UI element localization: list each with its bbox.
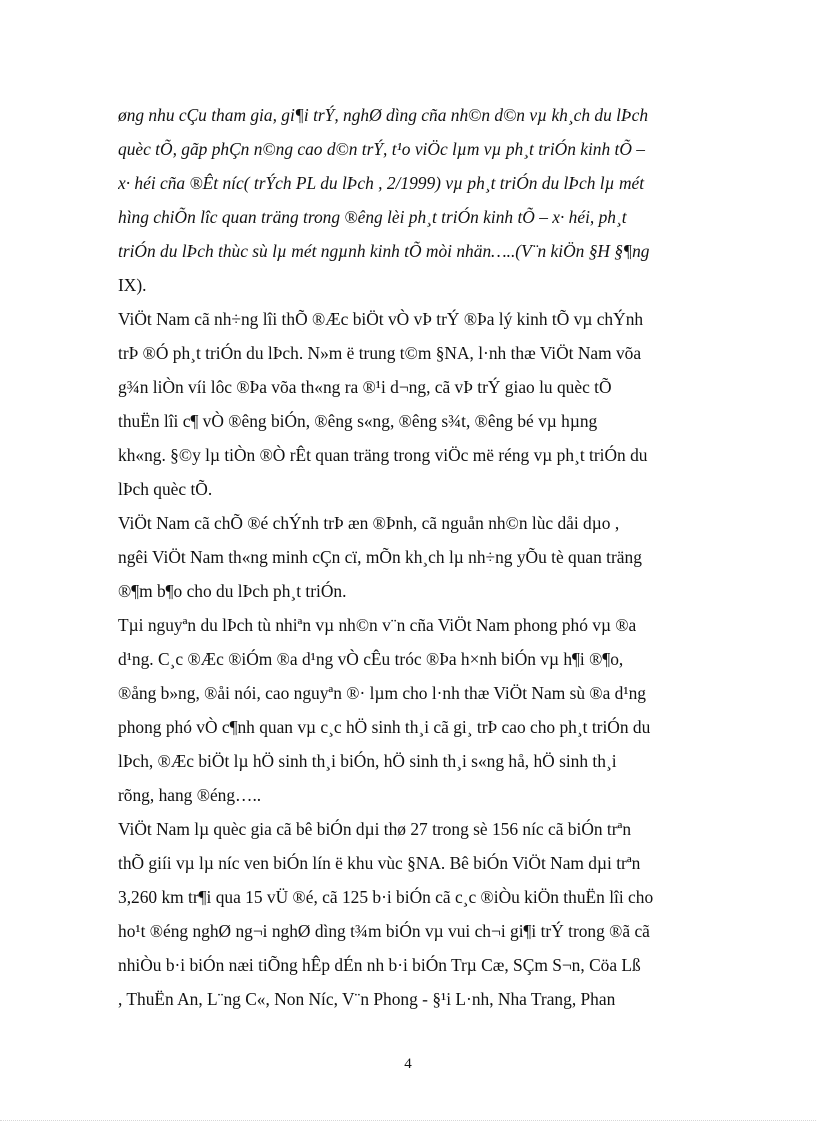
body-text	[118, 98, 698, 1016]
text-line: lÞch, ®Æc biÖt lµ hÖ sinh th¸i biÓn, hÖ sinh th¸i s«ng hå, hÖ sinh th¸i	[118, 751, 617, 771]
text-line: thuËn lîi c¶ vÒ ®êng biÓn, ®êng s«ng, ®êng s¾t, ®êng bé vµ hµng	[118, 411, 598, 431]
text-line: Tµi nguyªn du lÞch tù nhiªn vµ nh©n v¨n cña ViÖt Nam phong phó vµ ®a	[118, 615, 637, 635]
text-line: x· héi cña ®Êt níc( trÝch PL du lÞch , 2/1999) vµ ph¸t triÓn du lÞch lµ mét	[118, 173, 645, 193]
text-line: ho¹t ®éng nghØ ng¬i nghØ dìng t¾m biÓn vµ vui ch¬i gi¶i trÝ trong ®ã cã	[118, 921, 650, 941]
text-line: phong phó vÒ c¶nh quan vµ c¸c hÖ sinh th¸i cã gi¸ trÞ cao cho ph¸t triÓn du	[118, 717, 651, 737]
text-line: kh«ng. §©y lµ tiÒn ®Ò rÊt quan träng trong viÖc më réng vµ ph¸t triÓn du	[118, 445, 648, 465]
text-line: triÓn du lÞch thùc sù lµ mét ngµnh kinh tÕ mòi nhän…..(V¨n kiÖn §H §¶ng	[118, 241, 650, 261]
text-line: 3,260 km tr¶i qua 15 vÜ ®é, cã 125 b·i biÓn cã c¸c ®iÒu kiÖn thuËn lîi cho	[118, 887, 654, 907]
text-line: rõng, hang ®éng…..	[118, 785, 262, 805]
text-line: trÞ ®Ó ph¸t triÓn du lÞch. N»m ë trung t©m §NA, l·nh thæ ViÖt Nam võa	[118, 343, 642, 363]
text-line: ®¶m b¶o cho du lÞch ph¸t triÓn.	[118, 581, 347, 601]
page-number: 4	[404, 1056, 412, 1072]
text-line: ®ång b»ng, ®åi nói, cao nguyªn ®· lµm cho l·nh thæ ViÖt Nam sù ®a d¹ng	[118, 683, 646, 703]
text-line: , ThuËn An, L¨ng C«, Non Níc, V¨n Phong - §¹i L·nh, Nha Trang, Phan	[118, 989, 616, 1009]
text-line: nhiÒu b·i biÓn næi tiÕng hÊp dÉn nh b·i biÓn Trµ Cæ, SÇm S¬n, Cöa Lß	[118, 955, 641, 975]
text-line: ngêi ViÖt Nam th«ng minh cÇn cï, mÕn kh¸ch lµ nh÷ng yÕu tè quan träng	[118, 547, 642, 567]
text-line: hìng chiÕn lîc quan träng trong ®êng lèi ph¸t triÓn kinh tÕ – x· héi, ph¸t	[118, 207, 627, 227]
text-line: lÞch quèc tÕ.	[118, 479, 213, 499]
text-line: IX).	[118, 275, 147, 295]
text-line: ViÖt Nam cã nh÷ng lîi thÕ ®Æc biÖt vÒ vÞ trÝ ®Þa lý kinh tÕ vµ chÝnh	[118, 309, 644, 329]
page-bottom-divider	[0, 1120, 816, 1121]
text-line: g¾n liÒn víi lôc ®Þa võa th«ng ra ®¹i d¬ng, cã vÞ trÝ giao lu quèc tÕ	[118, 377, 612, 397]
text-line: ViÖt Nam cã chÕ ®é chÝnh trÞ æn ®Þnh, cã nguån nh©n lùc dåi dµo ,	[118, 513, 620, 533]
text-line: ViÖt Nam lµ quèc gia cã bê biÓn dµi thø 27 trong sè 156 níc cã biÓn trªn	[118, 819, 632, 839]
text-line: quèc tÕ, gãp phÇn n©ng cao d©n trÝ, t¹o viÖc lµm vµ ph¸t triÓn kinh tÕ –	[118, 139, 645, 159]
text-line: øng nhu cÇu tham gia, gi¶i trÝ, nghØ dìng cña nh©n d©n vµ kh¸ch du lÞch	[118, 105, 649, 125]
text-line: d¹ng. C¸c ®Æc ®iÓm ®a d¹ng vÒ cÊu tróc ®Þa h×nh biÓn vµ h¶i ®¶o,	[118, 649, 624, 669]
text-line: thÕ giíi vµ lµ níc ven biÓn lín ë khu vùc §NA. Bê biÓn ViÖt Nam dµi trªn	[118, 853, 641, 873]
